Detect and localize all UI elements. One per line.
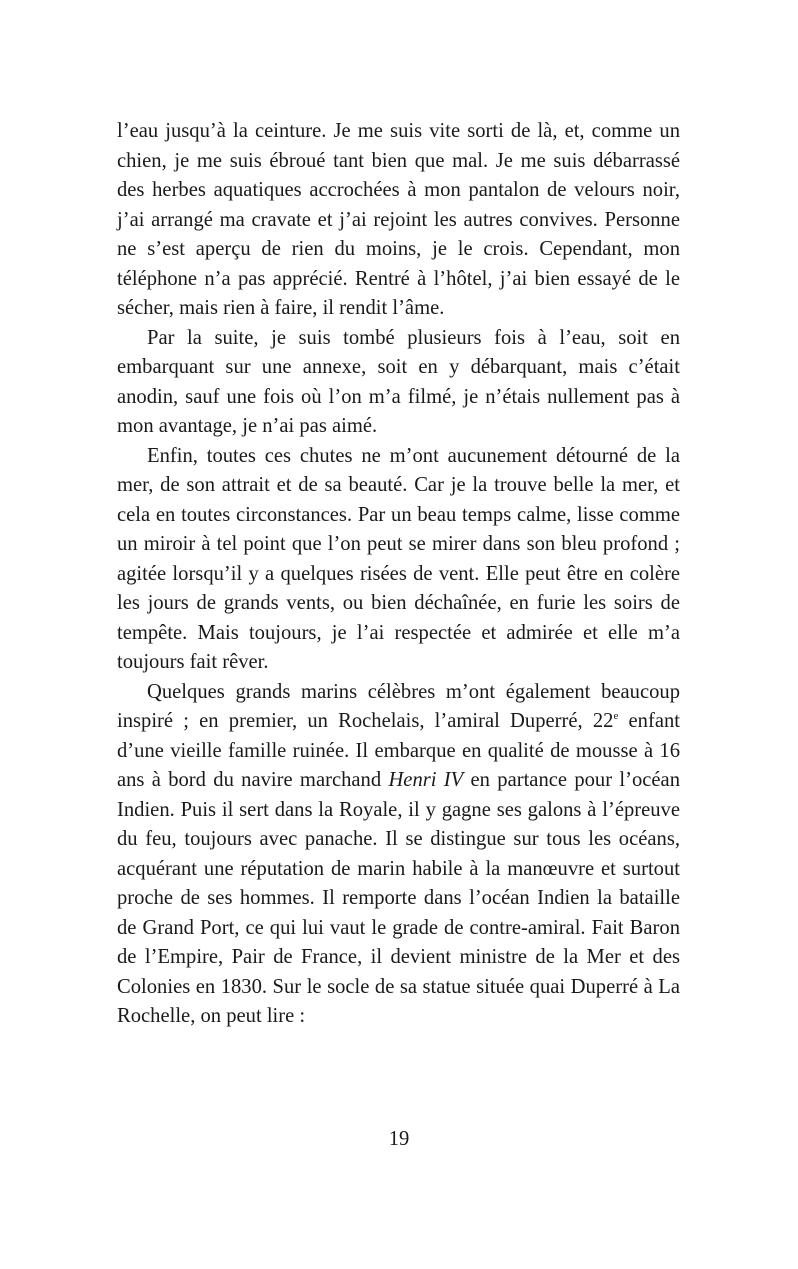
paragraph-duperre-part-3: en partance pour l’océan Indien. Puis il sert dans la Royale, il y gagne ses galons à l’épreuve du feu, toujours avec panache. Il se distingue sur tous les océans, acquérant une réputation de marin habile à la manœuvre et surtout proche de ses hommes. Il remporte dans l’océan Indien la bataille de Grand Port, ce qui lui vaut le grade de contre-amiral. Fait Baron de l’Empire, Pair de France, il devient ministre de la Mer et des Colonies en 1830. Sur le socle de sa statue située quai Duperré à La Rochelle, on peut lire : [117,769,680,1027]
ordinal-superscript: e [613,710,619,722]
paragraph-continuation: l’eau jusqu’à la ceinture. Je me suis vite sorti de là, et, comme un chien, je me suis ébroué tant bien que mal. Je me suis débarrassé des herbes aquatiques accrochées à mon pantalon de velours noir, j’ai arrangé ma cravate et j’ai rejoint les autres convives. Personne ne s’est aperçu de rien du moins, je le crois. Cependant, mon téléphone n’a pas apprécié. Rentré à l’hôtel, j’ai bien essayé de le sécher, mais rien à faire, il rendit l’âme. [117,120,680,319]
paragraph-duperre-part-2: enfant d’une vieille famille ruinée. Il embarque en qualité de mousse à 16 ans à bord du navire marchand [117,710,680,791]
paragraph-admiral-duperre [117,678,680,1032]
paragraph-duperre-part-1: Quelques grands marins célèbres m’ont également beaucoup inspiré ; en premier, un Rochelais, l’amiral Duperré, 22 [117,680,680,732]
paragraph-falls: Par la suite, je suis tombé plusieurs fois à l’eau, soit en embarquant sur une annexe, soit en y débarquant, mais c’était anodin, sauf une fois où l’on m’a filmé, je n’étais nullement pas à mon avantage, je n’ai pas aimé. [117,326,680,437]
paragraph-sea-beauty: Enfin, toutes ces chutes ne m’ont aucunement détourné de la mer, de son attrait et de sa beauté. Car je la trouve belle la mer, et cela en toutes circonstances. Par un beau temps calme, lisse comme un miroir à tel point que l’on peut se mirer dans son bleu profond ; agitée lorsqu’il y a quelques risées de vent. Elle peut être en colère les jours de grands vents, ou bien déchaînée, en furie les soirs de tempête. Mais toujours, je l’ai respectée et admirée et elle m’a toujours fait rêver. [117,444,680,673]
page-number: 19 [388,1128,410,1150]
ship-name: Henri IV [388,769,464,791]
page-body [117,117,680,1032]
